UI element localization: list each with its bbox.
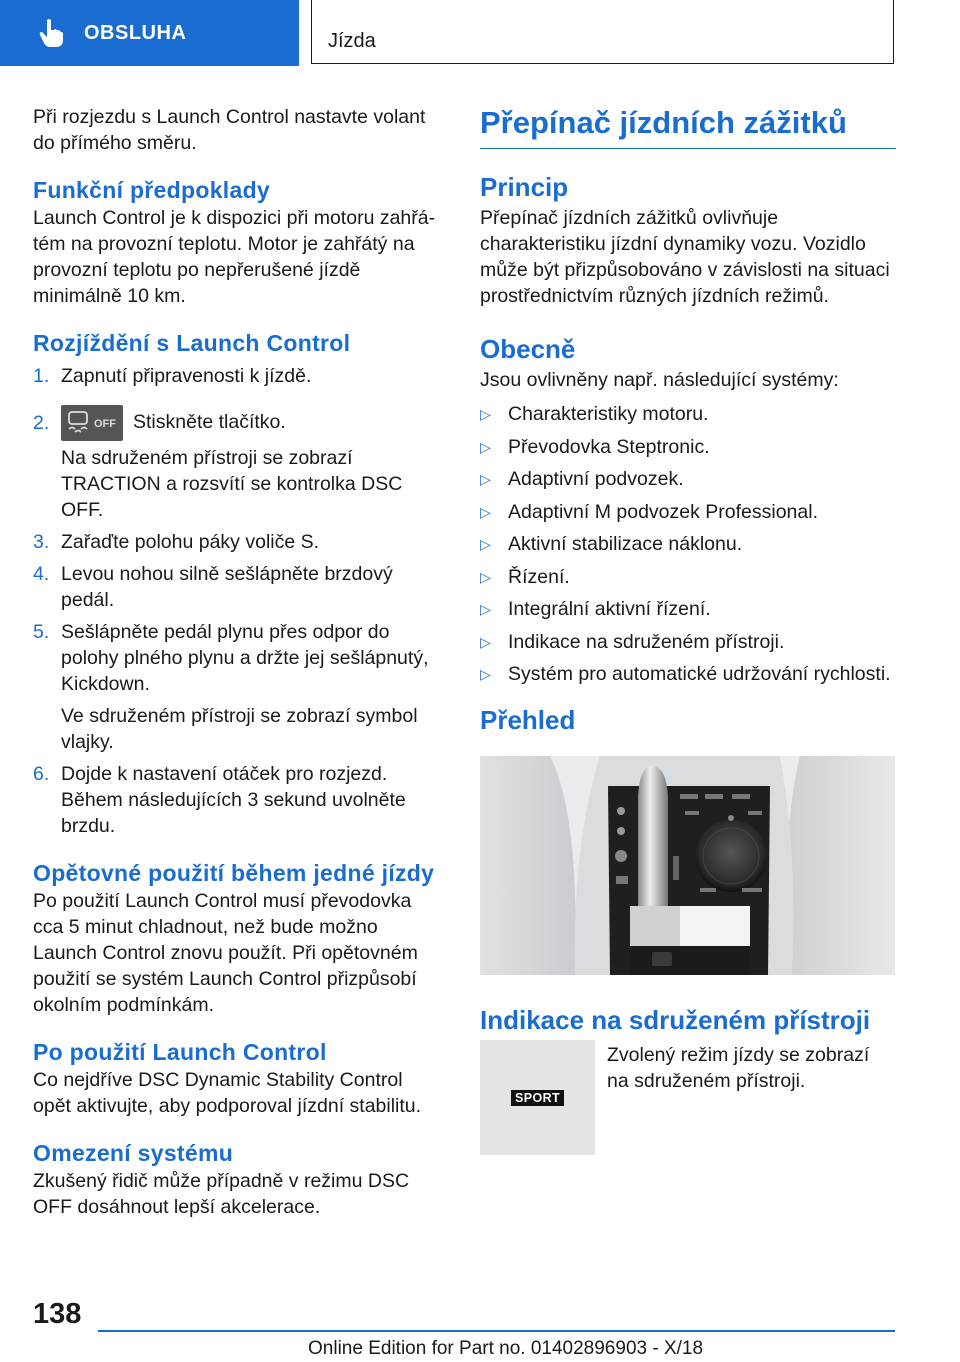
list-item: ▷ Adaptivní podvozek.: [480, 468, 684, 490]
bullet-icon: ▷: [480, 601, 491, 617]
display-body: Zvolený režim jízdy se zobrazí na sdruženém přístroji.: [607, 1044, 870, 1092]
bullet-icon: ▷: [480, 406, 491, 422]
section-label: OBSLUHA: [84, 21, 187, 44]
list-item: ▷ Adaptivní M podvozek Professional.: [480, 500, 819, 523]
principle-heading: Princip: [480, 172, 569, 202]
limit-heading: Omezení systému: [33, 1140, 234, 1166]
bullet-icon: ▷: [480, 633, 491, 650]
footer-edition: Online Edition for Part no. 01402896903 - X/18: [308, 1338, 704, 1359]
step-note: Na sdruženém přístroji se zobrazí TRACTION a rozsvítí se kontrolka DSC OFF.: [61, 447, 403, 521]
chapter-title: Jízda: [328, 30, 376, 52]
reuse-body: Po použití Launch Control musí převodovka cca 5 minut chladnout, než bude možno Launch Control znovu použít. Při opětovném použití se systém Launch Control přizpůsobí okolním podmínkám.: [33, 890, 418, 1016]
general-heading: Obecně: [480, 334, 576, 364]
list-item: 3. Zařaďte polohu páky voliče S.: [33, 531, 320, 553]
limit-body: Zkušený řidič může případně v režimu DSC OFF dosáhnout lepší akcelerace.: [33, 1170, 410, 1218]
bullet-icon: ▷: [480, 666, 491, 682]
list-item: ▷ Indikace na sdruženém přístroji.: [480, 630, 785, 653]
footer-rule: [98, 1330, 895, 1332]
list-item: ▷ Převodovka Steptronic.: [480, 435, 710, 458]
intro-text: Při rozjezdu s Launch Control nastavte volant do přímého směru.: [33, 106, 426, 154]
func-heading: Funkční předpoklady: [33, 177, 271, 203]
sport-mode-image: [480, 1040, 595, 1155]
list-item: 2. OFF Stiskněte tlačítko.: [33, 405, 448, 441]
display-heading: Indikace na sdruženém přístroji: [480, 1005, 871, 1035]
step-note: Ve sdruženém přístroji se zobrazí symbol vlajky.: [61, 705, 418, 753]
bullet-icon: ▷: [480, 471, 491, 487]
bullet-icon: ▷: [480, 438, 491, 455]
bullet-icon: ▷: [480, 568, 491, 585]
systems-list: [480, 401, 896, 694]
overview-heading: Přehled: [480, 704, 576, 735]
list-item: ▷ Řízení.: [480, 565, 570, 588]
after-heading: Po použití Launch Control: [33, 1039, 327, 1065]
start-heading: Rozjíždění s Launch Control: [33, 330, 351, 356]
left-column: [33, 104, 448, 1220]
list-item: 5. Sešlápněte pedál plynu přes odpor do polohy plného plynu a držte jej sešlápnutý, Kickdown.: [33, 621, 429, 695]
page-number: 138: [33, 1298, 82, 1330]
sport-label: SPORT: [511, 1090, 564, 1106]
list-item: ▷ Charakteristiky motoru.: [480, 403, 709, 425]
list-item: ▷ Integrální aktivní řízení.: [480, 598, 711, 620]
page-title: Přepínač jízdních zážitků: [480, 104, 896, 149]
principle-body: Přepínač jízdních zážitků ovlivňuje charakteristiku jízdní dynamiky vozu. Vozidlo může být přizpůsobováno v závislosti na situaci prostřednictvím různých jízdních režimů.: [480, 207, 890, 307]
list-item: ▷ Systém pro automatické udržování rychlosti.: [480, 663, 891, 685]
svg-text:OFF: OFF: [94, 418, 116, 430]
center-console-photo: [480, 756, 895, 975]
section-tab[interactable]: [0, 0, 299, 66]
after-body: Co nejdříve DSC Dynamic Stability Control opět aktivujte, aby podporoval jízdní stabilitu.: [33, 1069, 422, 1117]
list-item: 6. Dojde k nastavení otáček pro rozjezd. Během následujících 3 sekund uvolněte brzdu.: [33, 763, 406, 837]
list-item: 1. Zapnutí připravenosti k jízdě.: [33, 365, 312, 387]
bullet-icon: ▷: [480, 536, 491, 552]
dsc-off-button-icon: [61, 405, 123, 441]
chapter-header: [311, 0, 894, 64]
reuse-heading: Opětovné použití během jedné jízdy: [33, 860, 435, 886]
func-body: Launch Control je k dispozici při motoru zahřátém na provozní teplotu. Motor je zahřátý na provozní teplotu po nepřerušené jízdě minimálně 10 km.: [33, 207, 436, 307]
list-item: ▷ Aktivní stabilizace náklonu.: [480, 533, 743, 555]
right-column: [480, 104, 896, 736]
hand-pointer-icon: [38, 18, 64, 48]
bullet-icon: ▷: [480, 503, 491, 520]
steps-list: [33, 363, 448, 839]
list-item: 4. Levou nohou silně sešlápněte brzdový pedál.: [33, 563, 393, 611]
general-body: Jsou ovlivněny např. následující systémy:: [480, 369, 839, 391]
